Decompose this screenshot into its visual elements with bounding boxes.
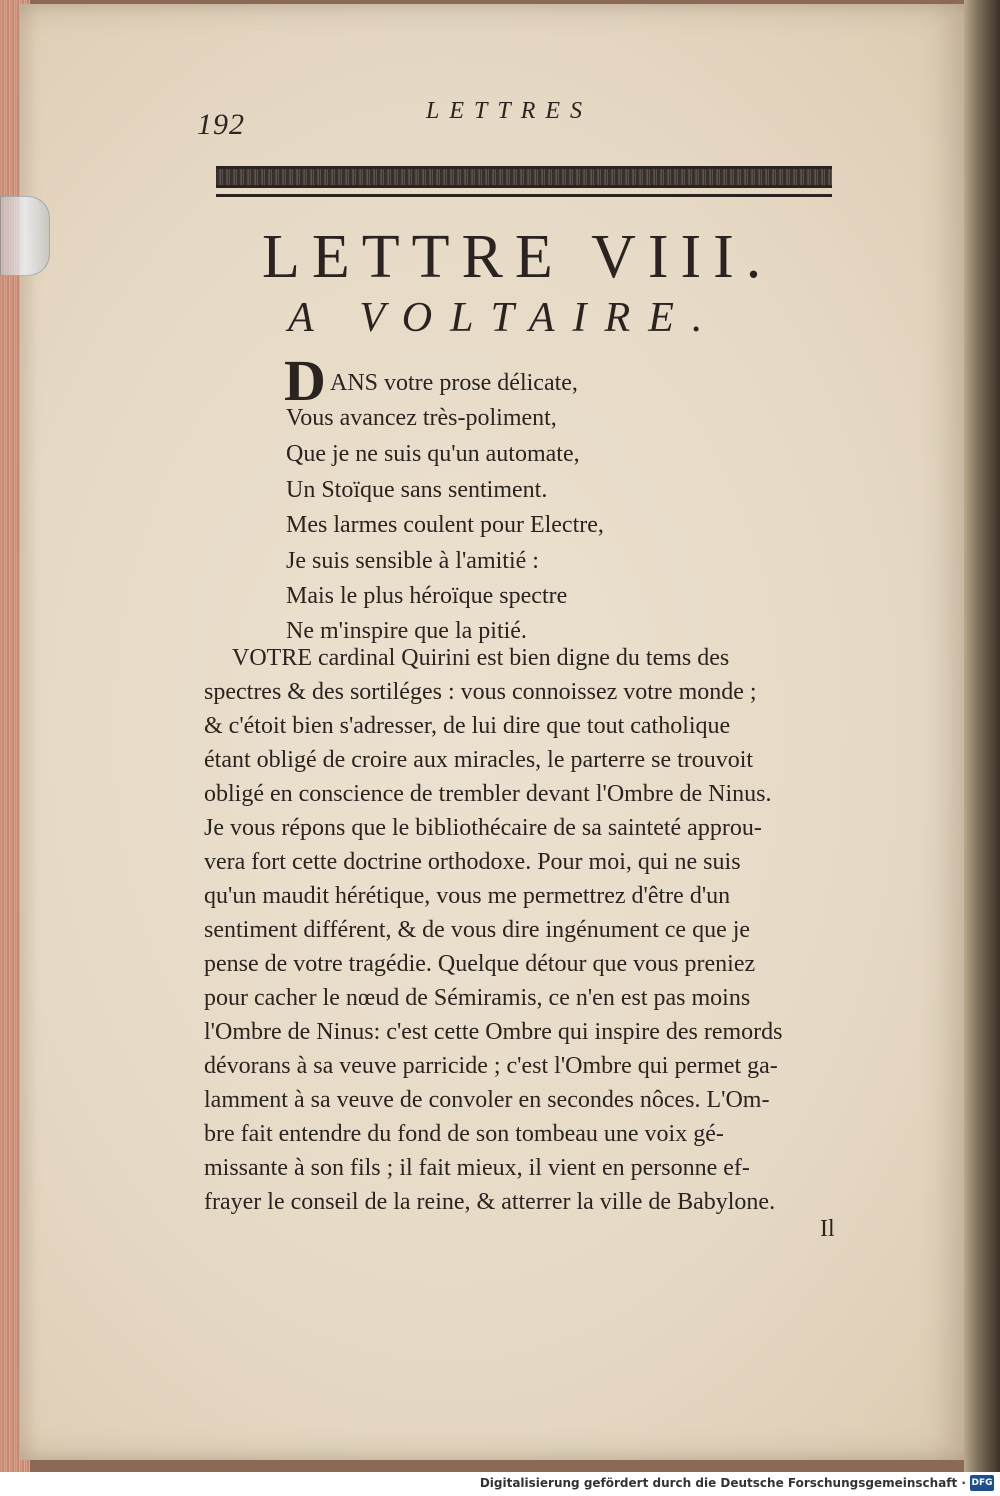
drop-cap: D	[284, 348, 326, 413]
prose-line: étant obligé de croire aux miracles, le parterre se trouvoit	[204, 747, 754, 773]
verse-line: Vous avancez très-poliment,	[286, 405, 557, 431]
verse-line: Que je ne suis qu'un automate,	[286, 441, 580, 467]
prose-line: pour cacher le nœud de Sémiramis, ce n'en est pas moins	[204, 985, 751, 1011]
verse-line: Un Stoïque sans sentiment.	[286, 477, 548, 503]
prose-line: VOTRE cardinal Quirini est bien digne du tems des	[232, 645, 730, 671]
prose-line: frayer le conseil de la reine, & atterrer la ville de Babylone.	[204, 1189, 776, 1215]
verse-line: Ne m'inspire que la pitié.	[286, 618, 527, 644]
letter-title: LETTRE VIII.	[262, 223, 774, 291]
prose-line: & c'étoit bien s'adresser, de lui dire que tout catholique	[204, 713, 731, 739]
ornamental-rule-line	[216, 194, 832, 197]
prose-line: dévorans à sa veuve parricide ; c'est l'Ombre qui permet ga-	[204, 1053, 778, 1079]
running-head: LETTRES	[426, 98, 593, 124]
ornamental-rule	[216, 166, 832, 188]
prose-line: bre fait entendre du fond de son tombeau une voix gé-	[204, 1121, 724, 1147]
catchword: Il	[820, 1216, 835, 1242]
verse-line: Mais le plus héroïque spectre	[286, 583, 568, 609]
prose-line: sentiment différent, & de vous dire ingénument ce que je	[204, 917, 751, 943]
prose-line: pense de votre tragédie. Quelque détour que vous preniez	[204, 951, 756, 977]
prose-line: Je vous répons que le bibliothécaire de sa sainteté approu-	[204, 815, 762, 841]
prose-line: qu'un maudit hérétique, vous me permettrez d'être d'un	[204, 883, 731, 909]
page-clip	[0, 196, 50, 276]
verse-line: Je suis sensible à l'amitié :	[286, 548, 539, 574]
book-spine-shadow	[964, 0, 1000, 1472]
page-number: 192	[197, 108, 245, 141]
verse-line: ANS votre prose délicate,	[330, 370, 578, 396]
verse-line: Mes larmes coulent pour Electre,	[286, 512, 604, 538]
footer-credit: Digitalisierung gefördert durch die Deutsche Forschungsgemeinschaft ·	[479, 1476, 966, 1490]
footer-bar	[0, 1472, 1000, 1496]
letter-addressee: A VOLTAIRE.	[288, 295, 721, 341]
prose-line: obligé en conscience de trembler devant l'Ombre de Ninus.	[204, 781, 772, 807]
prose-line: spectres & des sortiléges : vous connoissez votre monde ;	[204, 679, 757, 705]
dfg-logo: DFG	[970, 1475, 994, 1491]
prose-line: l'Ombre de Ninus: c'est cette Ombre qui inspire des remords	[204, 1019, 783, 1045]
prose-line: vera fort cette doctrine orthodoxe. Pour moi, qui ne suis	[204, 849, 741, 875]
prose-line: missante à son fils ; il fait mieux, il vient en personne ef-	[204, 1155, 750, 1181]
prose-line: lamment à sa veuve de convoler en secondes nôces. L'Om-	[204, 1087, 770, 1113]
